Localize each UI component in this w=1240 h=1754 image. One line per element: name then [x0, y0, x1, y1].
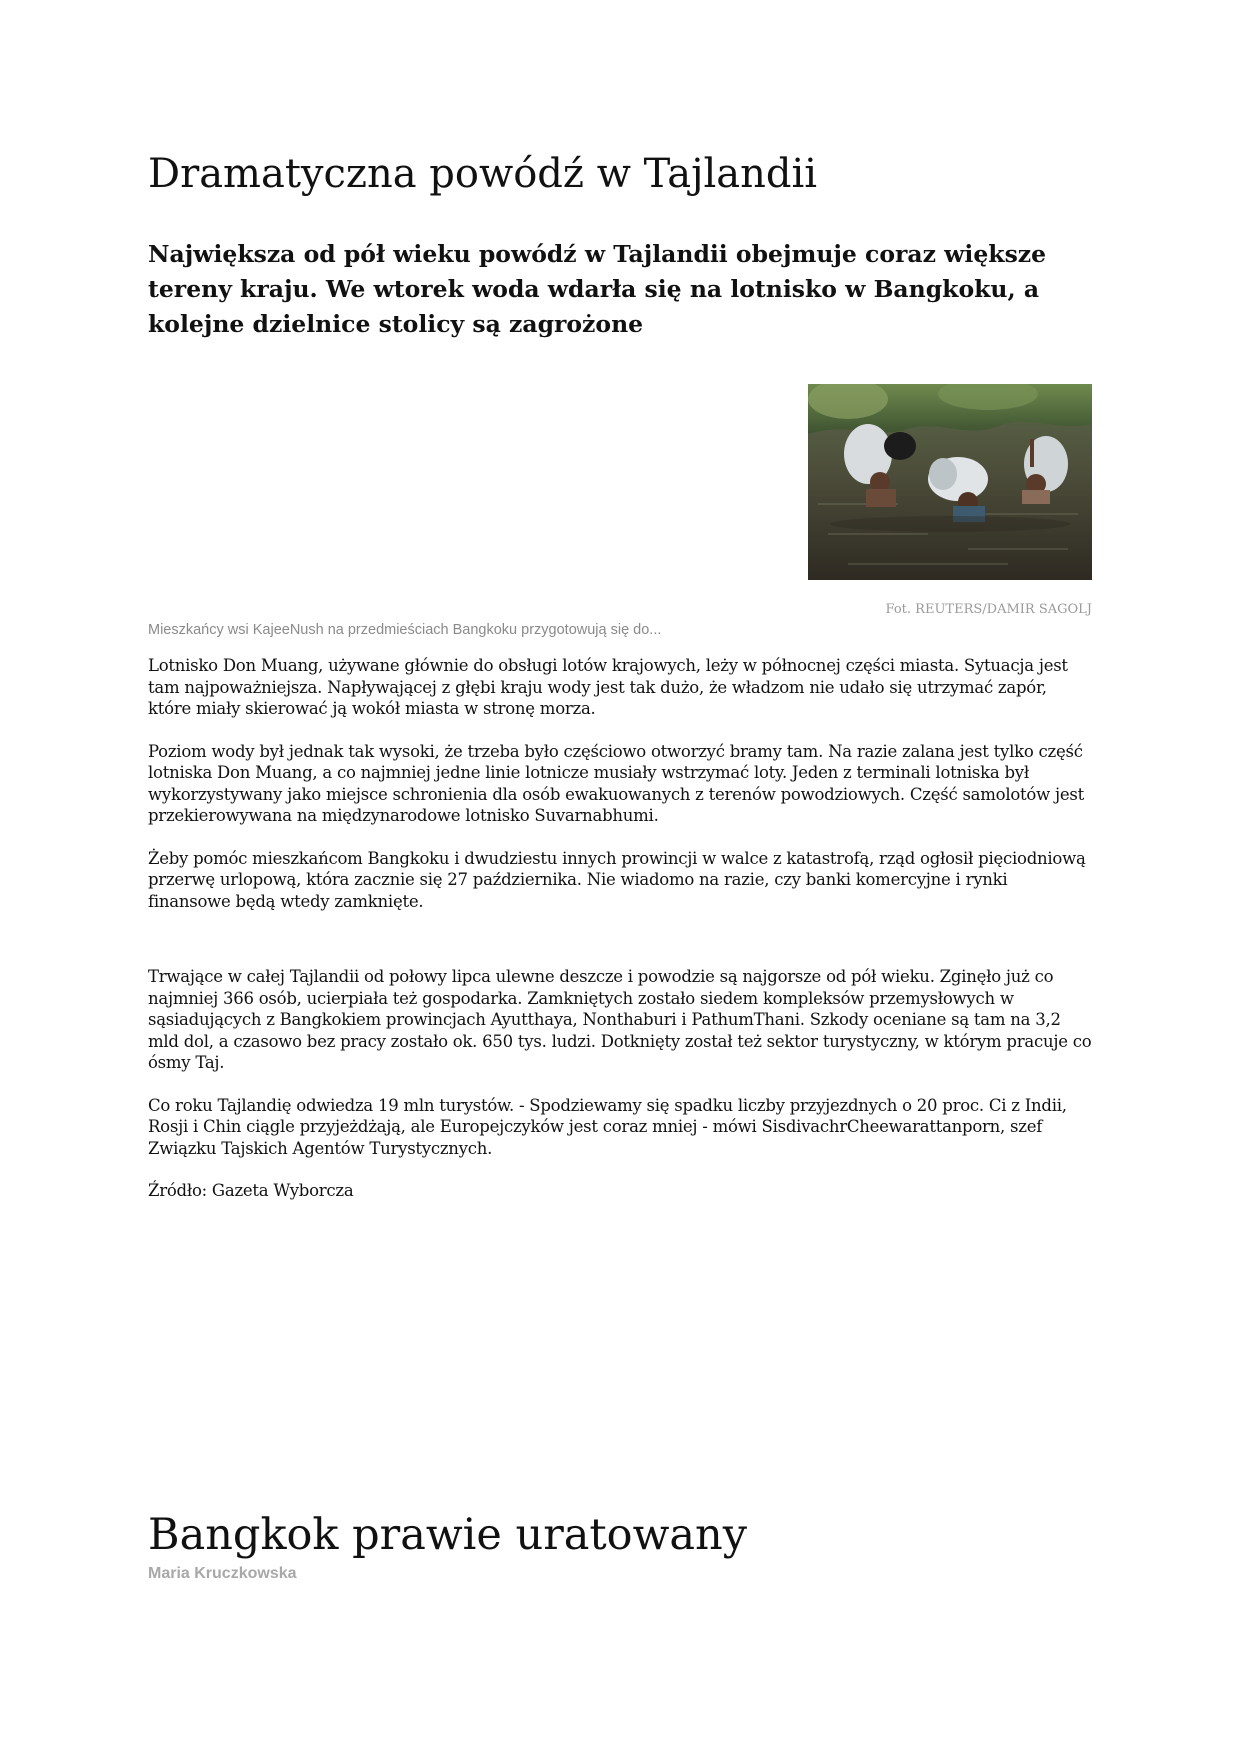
- source-note: Źródło: Gazeta Wyborcza: [148, 1181, 354, 1200]
- article-lead: Największa od pół wieku powódź w Tajlandii obejmuje coraz większe tereny kraju. We wtorek woda wdarła się na lotnisko w Bangkoku, a kolejne dzielnice stolicy są zagrożone: [148, 240, 1047, 338]
- paragraph: Co roku Tajlandię odwiedza 19 mln turystów. - Spodziewamy się spadku liczby przyjezdnych o 20 proc. Ci z Indii, Rosji i Chin ciągle przyjeżdżają, ale Europejczyków jest coraz mniej - mówi SisdivachrCheewarattanporn, szef Związku Tajskich Agentów Turystycznych.: [148, 1095, 1067, 1158]
- article-body: [148, 655, 1093, 1223]
- paragraph: Poziom wody był jednak tak wysoki, że trzeba było częściowo otworzyć bramy tam. Na razie zalana jest tylko część lotniska Don Muang, a co najmniej jedne linie lotnicze musiały wstrzymać loty. Jeden z terminali lotniska był wykorzystywany jako miejsce schronienia dla osób ewakuowanych z terenów powodziowych. Część samolotów jest przekierowywana na międzynarodowe lotnisko Suvarnabhumi.: [148, 741, 1084, 825]
- paragraph: Żeby pomóc mieszkańcom Bangkoku i dwudziestu innych prowincji w walce z katastrofą, rząd ogłosił pięciodniową przerwę urlopową, która zacznie się 27 października. Nie wiadomo na razie, czy banki komercyjne i rynki finansowe będą wtedy zamknięte.: [148, 848, 1086, 911]
- article-author: Maria Kruczkowska: [148, 1565, 297, 1582]
- next-article-title: Bangkok prawie uratowany: [148, 1510, 747, 1560]
- paragraph: Trwające w całej Tajlandii od połowy lipca ulewne deszcze i powodzie są najgorsze od pół wieku. Zginęło już co najmniej 366 osób, ucierpiała też gospodarka. Zamkniętych zostało siedem kompleksów przemysłowych w sąsiadujących z Bangkokiem prowincjach Ayutthaya, Nonthaburi i PathumThani. Szkody oceniane są tam na 3,2 mld dol, a czasowo bez pracy zostało ok. 650 tys. ludzi. Dotknięty został też sektor turystyczny, w którym pracuje co ósmy Taj.: [148, 967, 1092, 1072]
- flood-photo: [808, 384, 1092, 580]
- photo-caption: Mieszkańcy wsi KajeeNush na przedmieściach Bangkoku przygotowują się do...: [148, 622, 662, 638]
- article-title: Dramatyczna powódź w Tajlandii: [148, 151, 818, 197]
- paragraph: Lotnisko Don Muang, używane głównie do obsługi lotów krajowych, leży w północnej części miasta. Sytuacja jest tam najpoważniejsza. Napływającej z głębi kraju wody jest tak dużo, że władzom nie udało się utrzymać zapór, które miały skierować ją wokół miasta w stronę morza.: [148, 656, 1068, 718]
- photo-credit: Fot. REUTERS/DAMIR SAGOLJ: [885, 602, 1092, 617]
